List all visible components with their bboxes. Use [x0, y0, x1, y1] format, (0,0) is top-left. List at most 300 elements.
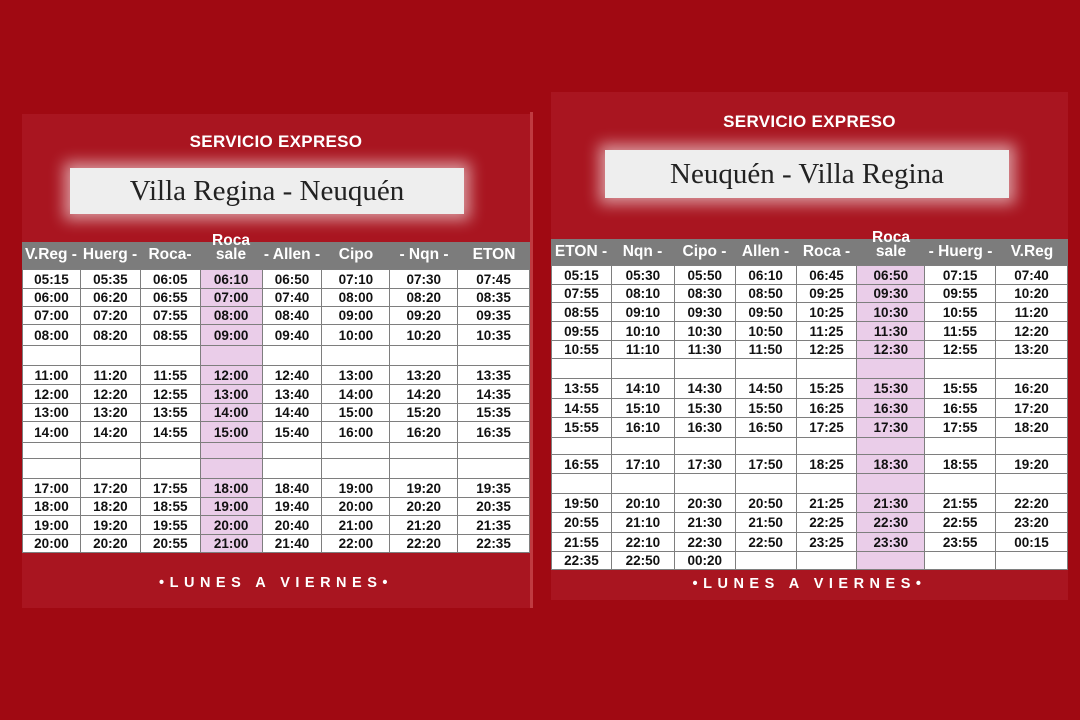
column-header-row [22, 232, 530, 269]
timetable-row [552, 494, 1068, 513]
timetable-row [23, 385, 530, 404]
timetable-row [23, 346, 530, 366]
column-header: ETON - [554, 243, 608, 260]
departure-time: 13:00 [322, 366, 390, 385]
departure-time: 05:35 [80, 270, 140, 289]
column-header: V.Reg - [25, 246, 77, 263]
departure-time: 13:20 [996, 341, 1068, 359]
departure-time: 14:00 [23, 422, 81, 443]
column-header: Cipo [338, 246, 374, 263]
departure-time: 21:55 [925, 494, 996, 513]
departure-time: 14:50 [735, 379, 796, 399]
departure-time [80, 346, 140, 366]
timetable-row [23, 459, 530, 479]
timetable-row [552, 341, 1068, 359]
departure-time: 15:55 [925, 379, 996, 399]
departure-time [735, 359, 796, 379]
departure-time [140, 443, 200, 459]
timetable-row [23, 270, 530, 289]
timetable-row [552, 552, 1068, 570]
column-header: V.Reg [1010, 243, 1054, 260]
departure-time: 20:50 [735, 494, 796, 513]
departure-time: 18:40 [262, 479, 322, 498]
departure-time [611, 359, 674, 379]
departure-time: 08:50 [735, 285, 796, 303]
timetable-row [23, 325, 530, 346]
departure-time: 05:30 [611, 266, 674, 285]
departure-time: 19:00 [200, 498, 262, 516]
column-header: Cipo - [682, 243, 727, 260]
timetable-row [552, 266, 1068, 285]
timetable-row [552, 455, 1068, 474]
departure-time: 13:20 [390, 366, 458, 385]
departure-time: 19:20 [996, 455, 1068, 474]
departure-time: 09:40 [262, 325, 322, 346]
departure-time [674, 474, 735, 494]
departure-time: 22:00 [322, 535, 390, 553]
departure-time [200, 443, 262, 459]
departure-time: 10:30 [674, 322, 735, 341]
departure-time: 06:55 [140, 289, 200, 307]
departure-time [611, 474, 674, 494]
schedule-villa-regina-neuquen [22, 114, 530, 608]
departure-time: 11:25 [796, 322, 857, 341]
timetable-row [23, 422, 530, 443]
departure-time: 15:30 [857, 379, 925, 399]
timetable-row [552, 379, 1068, 399]
departure-time: 09:55 [925, 285, 996, 303]
departure-time: 12:00 [23, 385, 81, 404]
departure-time: 11:55 [925, 322, 996, 341]
departure-time: 15:25 [796, 379, 857, 399]
departure-time [674, 359, 735, 379]
departure-time: 22:20 [390, 535, 458, 553]
departure-time: 08:35 [458, 289, 530, 307]
departure-time: 19:40 [262, 498, 322, 516]
days-footer: •LUNES A VIERNES• [692, 576, 927, 592]
timetable-row [552, 533, 1068, 552]
departure-time: 17:50 [735, 455, 796, 474]
timetable-row [23, 366, 530, 385]
departure-time: 17:10 [611, 455, 674, 474]
timetable-row [552, 399, 1068, 418]
departure-time: 16:30 [674, 418, 735, 438]
timetable-row [23, 498, 530, 516]
departure-time: 15:55 [552, 418, 612, 438]
departure-time: 21:30 [857, 494, 925, 513]
departure-time: 22:50 [735, 533, 796, 552]
timetable [551, 265, 1068, 570]
departure-time: 05:50 [674, 266, 735, 285]
departure-time: 10:25 [796, 303, 857, 322]
departure-time [390, 459, 458, 479]
departure-time: 00:15 [996, 533, 1068, 552]
column-header: - Nqn - [399, 246, 449, 263]
departure-time: 14:00 [322, 385, 390, 404]
departure-time: 07:20 [80, 307, 140, 325]
departure-time: 07:45 [458, 270, 530, 289]
column-header: Roca sale [212, 232, 250, 263]
departure-time: 17:00 [23, 479, 81, 498]
departure-time: 19:50 [552, 494, 612, 513]
departure-time: 09:20 [390, 307, 458, 325]
departure-time: 20:00 [23, 535, 81, 553]
departure-time: 10:50 [735, 322, 796, 341]
departure-time: 08:00 [322, 289, 390, 307]
timetable-row [552, 513, 1068, 533]
departure-time [735, 438, 796, 455]
departure-time: 06:50 [262, 270, 322, 289]
departure-time: 15:30 [674, 399, 735, 418]
departure-time: 08:00 [23, 325, 81, 346]
departure-time: 14:10 [611, 379, 674, 399]
departure-time: 14:35 [458, 385, 530, 404]
departure-time [23, 443, 81, 459]
departure-time: 07:55 [552, 285, 612, 303]
departure-time: 08:10 [611, 285, 674, 303]
departure-time: 17:55 [925, 418, 996, 438]
departure-time: 18:55 [925, 455, 996, 474]
departure-time: 10:10 [611, 322, 674, 341]
departure-time: 11:20 [80, 366, 140, 385]
departure-time: 09:50 [735, 303, 796, 322]
departure-time [552, 474, 612, 494]
departure-time [796, 552, 857, 570]
departure-time: 06:50 [857, 266, 925, 285]
departure-time [925, 359, 996, 379]
departure-time [611, 438, 674, 455]
departure-time: 20:10 [611, 494, 674, 513]
timetable-row [23, 404, 530, 422]
departure-time: 17:30 [857, 418, 925, 438]
departure-time: 13:55 [140, 404, 200, 422]
departure-time: 10:30 [857, 303, 925, 322]
departure-time: 20:55 [140, 535, 200, 553]
departure-time: 11:30 [674, 341, 735, 359]
departure-time: 12:55 [140, 385, 200, 404]
departure-time: 22:50 [611, 552, 674, 570]
timetable-row [23, 479, 530, 498]
departure-time [200, 459, 262, 479]
departure-time: 09:30 [674, 303, 735, 322]
departure-time: 17:20 [996, 399, 1068, 418]
departure-time: 16:10 [611, 418, 674, 438]
column-header: Nqn - [622, 243, 663, 260]
service-title: SERVICIO EXPRESO [189, 132, 363, 151]
departure-time: 13:55 [552, 379, 612, 399]
departure-time: 20:20 [80, 535, 140, 553]
departure-time: 11:20 [996, 303, 1068, 322]
column-header: Huerg - [82, 246, 138, 263]
departure-time: 08:20 [80, 325, 140, 346]
departure-time: 16:55 [552, 455, 612, 474]
departure-time: 07:40 [262, 289, 322, 307]
departure-time: 15:00 [322, 404, 390, 422]
departure-time: 19:00 [322, 479, 390, 498]
departure-time [390, 443, 458, 459]
departure-time: 10:00 [322, 325, 390, 346]
departure-time: 16:30 [857, 399, 925, 418]
departure-time: 19:00 [23, 516, 81, 535]
departure-time: 19:20 [80, 516, 140, 535]
departure-time: 15:20 [390, 404, 458, 422]
departure-time: 21:20 [390, 516, 458, 535]
departure-time: 07:00 [23, 307, 81, 325]
departure-time: 08:55 [552, 303, 612, 322]
departure-time: 07:15 [925, 266, 996, 285]
departure-time [80, 459, 140, 479]
departure-time: 08:20 [390, 289, 458, 307]
departure-time: 09:35 [458, 307, 530, 325]
departure-time: 15:40 [262, 422, 322, 443]
departure-time [796, 438, 857, 455]
departure-time [322, 443, 390, 459]
timetable-row [552, 418, 1068, 438]
departure-time: 13:00 [200, 385, 262, 404]
departure-time: 17:30 [674, 455, 735, 474]
departure-time: 22:25 [796, 513, 857, 533]
departure-time: 18:30 [857, 455, 925, 474]
departure-time: 22:30 [674, 533, 735, 552]
days-footer: •LUNES A VIERNES• [159, 575, 393, 591]
departure-time: 10:55 [925, 303, 996, 322]
departure-time [925, 438, 996, 455]
departure-time: 21:40 [262, 535, 322, 553]
departure-time [262, 459, 322, 479]
departure-time: 21:25 [796, 494, 857, 513]
departure-time: 21:10 [611, 513, 674, 533]
departure-time [796, 474, 857, 494]
departure-time: 06:00 [23, 289, 81, 307]
departure-time [996, 359, 1068, 379]
departure-time: 15:10 [611, 399, 674, 418]
departure-time: 14:20 [390, 385, 458, 404]
departure-time: 07:10 [322, 270, 390, 289]
timetable [22, 269, 530, 553]
departure-time: 14:20 [80, 422, 140, 443]
departure-time: 10:20 [996, 285, 1068, 303]
departure-time: 20:35 [458, 498, 530, 516]
departure-time: 20:00 [200, 516, 262, 535]
departure-time: 09:00 [200, 325, 262, 346]
panel-divider [530, 112, 533, 608]
departure-time: 15:35 [458, 404, 530, 422]
departure-time: 10:35 [458, 325, 530, 346]
departure-time [857, 474, 925, 494]
departure-time [200, 346, 262, 366]
departure-time [925, 552, 996, 570]
column-header: ETON [472, 246, 516, 263]
departure-time: 05:15 [552, 266, 612, 285]
service-title: SERVICIO EXPRESO [723, 112, 896, 131]
column-header-row [551, 229, 1068, 265]
timetable-row [23, 516, 530, 535]
departure-time: 14:40 [262, 404, 322, 422]
departure-time: 21:55 [552, 533, 612, 552]
departure-time: 06:10 [200, 270, 262, 289]
departure-time [262, 346, 322, 366]
departure-time: 23:20 [996, 513, 1068, 533]
departure-time: 22:35 [552, 552, 612, 570]
departure-time: 12:20 [996, 322, 1068, 341]
departure-time: 20:30 [674, 494, 735, 513]
departure-time: 15:00 [200, 422, 262, 443]
departure-time: 10:20 [390, 325, 458, 346]
departure-time [458, 443, 530, 459]
column-header: Allen - [741, 243, 790, 260]
departure-time: 16:00 [322, 422, 390, 443]
timetable-row [552, 359, 1068, 379]
departure-time [552, 359, 612, 379]
departure-time [458, 346, 530, 366]
departure-time: 16:20 [390, 422, 458, 443]
departure-time: 12:25 [796, 341, 857, 359]
departure-time: 20:40 [262, 516, 322, 535]
departure-time [857, 438, 925, 455]
timetable-row [552, 474, 1068, 494]
departure-time [552, 438, 612, 455]
timetable-row [552, 322, 1068, 341]
departure-time: 18:25 [796, 455, 857, 474]
departure-time: 22:55 [925, 513, 996, 533]
departure-time: 16:35 [458, 422, 530, 443]
departure-time: 18:55 [140, 498, 200, 516]
departure-time: 17:20 [80, 479, 140, 498]
timetable-row [23, 289, 530, 307]
departure-time: 19:55 [140, 516, 200, 535]
departure-time [80, 443, 140, 459]
departure-time: 09:30 [857, 285, 925, 303]
departure-time: 09:25 [796, 285, 857, 303]
departure-time: 05:15 [23, 270, 81, 289]
departure-time: 00:20 [674, 552, 735, 570]
departure-time: 21:00 [322, 516, 390, 535]
departure-time [996, 552, 1068, 570]
departure-time: 21:35 [458, 516, 530, 535]
departure-time [140, 459, 200, 479]
departure-time: 12:30 [857, 341, 925, 359]
departure-time [796, 359, 857, 379]
departure-time: 14:55 [552, 399, 612, 418]
timetable-row [552, 438, 1068, 455]
departure-time: 14:30 [674, 379, 735, 399]
timetable-row [23, 443, 530, 459]
departure-time: 07:30 [390, 270, 458, 289]
departure-time: 09:00 [322, 307, 390, 325]
departure-time: 06:20 [80, 289, 140, 307]
departure-time: 21:00 [200, 535, 262, 553]
departure-time: 22:20 [996, 494, 1068, 513]
departure-time [996, 474, 1068, 494]
departure-time: 23:30 [857, 533, 925, 552]
departure-time: 07:00 [200, 289, 262, 307]
departure-time: 12:00 [200, 366, 262, 385]
column-header: - Allen - [263, 246, 321, 263]
column-header: Roca- [148, 246, 192, 263]
departure-time [23, 346, 81, 366]
departure-time: 16:50 [735, 418, 796, 438]
column-header: Roca sale [872, 229, 910, 260]
timetable-row [23, 307, 530, 325]
departure-time: 17:55 [140, 479, 200, 498]
departure-time: 21:30 [674, 513, 735, 533]
departure-time [322, 346, 390, 366]
departure-time: 16:25 [796, 399, 857, 418]
timetable-row [23, 535, 530, 553]
route-banner: Neuquén - Villa Regina [605, 150, 1009, 198]
departure-time: 23:55 [925, 533, 996, 552]
departure-time: 06:10 [735, 266, 796, 285]
departure-time: 18:00 [200, 479, 262, 498]
departure-time: 22:10 [611, 533, 674, 552]
schedule-neuquen-villa-regina [551, 92, 1068, 600]
departure-time [322, 459, 390, 479]
departure-time: 12:55 [925, 341, 996, 359]
departure-time: 10:55 [552, 341, 612, 359]
departure-time: 08:30 [674, 285, 735, 303]
departure-time: 16:20 [996, 379, 1068, 399]
departure-time: 17:25 [796, 418, 857, 438]
departure-time: 08:00 [200, 307, 262, 325]
departure-time: 20:00 [322, 498, 390, 516]
departure-time: 12:20 [80, 385, 140, 404]
departure-time: 22:30 [857, 513, 925, 533]
departure-time: 13:00 [23, 404, 81, 422]
departure-time: 07:40 [996, 266, 1068, 285]
departure-time: 13:40 [262, 385, 322, 404]
departure-time [674, 438, 735, 455]
timetable-row [552, 303, 1068, 322]
column-header: - Huerg - [928, 243, 993, 260]
departure-time: 09:55 [552, 322, 612, 341]
departure-time: 11:10 [611, 341, 674, 359]
departure-time: 20:20 [390, 498, 458, 516]
route-banner: Villa Regina - Neuquén [70, 168, 464, 214]
departure-time: 06:45 [796, 266, 857, 285]
departure-time: 19:35 [458, 479, 530, 498]
departure-time: 14:55 [140, 422, 200, 443]
departure-time [390, 346, 458, 366]
departure-time [857, 552, 925, 570]
departure-time: 08:40 [262, 307, 322, 325]
departure-time: 18:20 [996, 418, 1068, 438]
departure-time: 21:50 [735, 513, 796, 533]
departure-time [857, 359, 925, 379]
departure-time: 20:55 [552, 513, 612, 533]
departure-time [735, 474, 796, 494]
departure-time: 18:00 [23, 498, 81, 516]
departure-time: 15:50 [735, 399, 796, 418]
column-header: Roca - [802, 243, 851, 260]
departure-time: 11:30 [857, 322, 925, 341]
departure-time: 07:55 [140, 307, 200, 325]
departure-time [23, 459, 81, 479]
timetable-row [552, 285, 1068, 303]
departure-time: 06:05 [140, 270, 200, 289]
departure-time [458, 459, 530, 479]
departure-time: 12:40 [262, 366, 322, 385]
departure-time [735, 552, 796, 570]
departure-time [262, 443, 322, 459]
departure-time: 11:55 [140, 366, 200, 385]
departure-time: 13:20 [80, 404, 140, 422]
departure-time: 18:20 [80, 498, 140, 516]
departure-time [925, 474, 996, 494]
departure-time: 11:50 [735, 341, 796, 359]
departure-time: 16:55 [925, 399, 996, 418]
departure-time: 14:00 [200, 404, 262, 422]
departure-time [996, 438, 1068, 455]
